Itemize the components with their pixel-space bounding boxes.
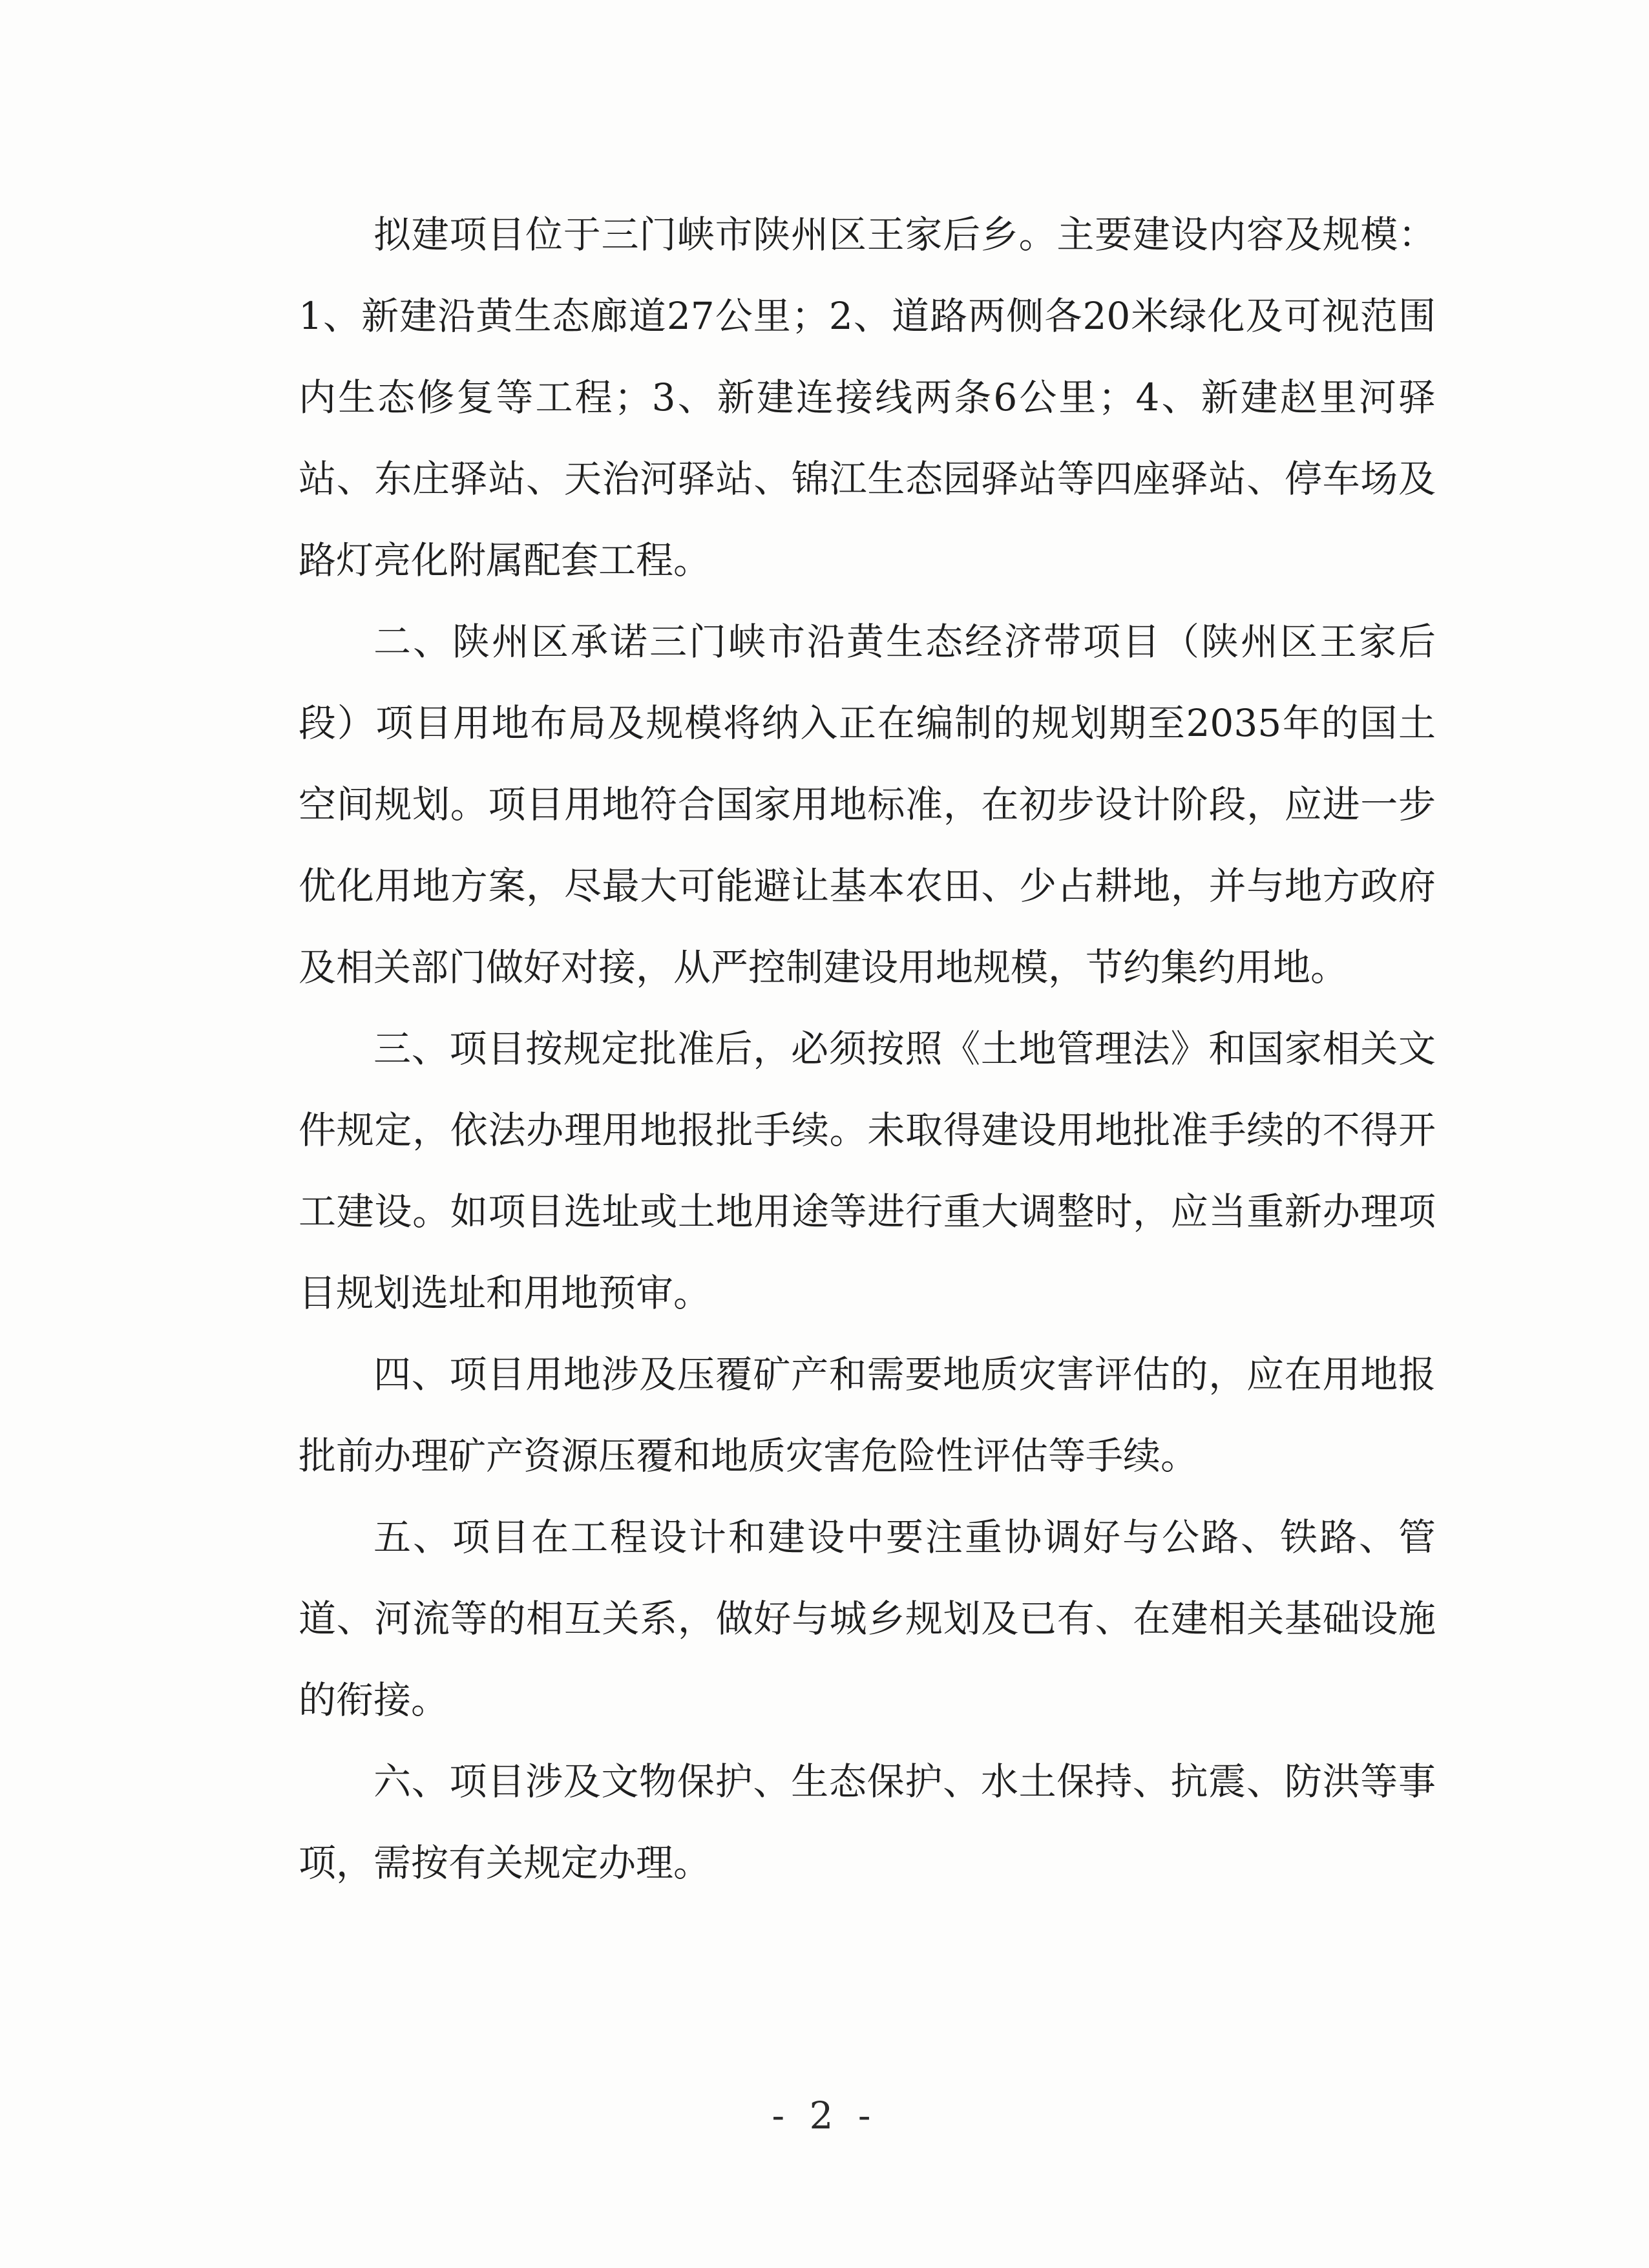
paragraph-approval-procedures: 三、项目按规定批准后，必须按照《土地管理法》和国家相关文件规定，依法办理用地报批手续。未取得建设用地批准手续的不得开工建设。如项目选址或土地用途等进行重大调整时，应当重新办理项目规划选址和用地预审。 — [299, 1027, 1436, 1315]
paragraph-protection-matters: 六、项目涉及文物保护、生态保护、水土保持、抗震、防洪等事项，需按有关规定办理。 — [299, 1759, 1436, 1885]
page-number: - 2 - — [772, 2094, 877, 2137]
paragraph-infrastructure-coordination: 五、项目在工程设计和建设中要注重协调好与公路、铁路、管道、河流等的相互关系，做好与城乡规划及已有、在建相关基础设施的衔接。 — [299, 1515, 1436, 1722]
paragraph-project-scope: 拟建项目位于三门峡市陕州区王家后乡。主要建设内容及规模：1、新建沿黄生态廊道27公里；2、道路两侧各20米绿化及可视范围内生态修复等工程；3、新建连接线两条6公里；4、新建赵里河驿站、东庄驿站、天治河驿站、锦江生态园驿站等四座驿站、停车场及路灯亮化附属配套工程。 — [299, 213, 1436, 582]
paragraph-land-planning: 二、陕州区承诺三门峡市沿黄生态经济带项目（陕州区王家后段）项目用地布局及规模将纳入正在编制的规划期至2035年的国土空间规划。项目用地符合国家用地标准，在初步设计阶段，应进一步优化用地方案，尽最大可能避让基本农田、少占耕地，并与地方政府及相关部门做好对接，从严控制建设用地规模，节约集约用地。 — [299, 620, 1436, 989]
paragraph-mineral-geology: 四、项目用地涉及压覆矿产和需要地质灾害评估的，应在用地报批前办理矿产资源压覆和地质灾害危险性评估等手续。 — [299, 1352, 1436, 1478]
body-text — [299, 194, 1436, 1904]
